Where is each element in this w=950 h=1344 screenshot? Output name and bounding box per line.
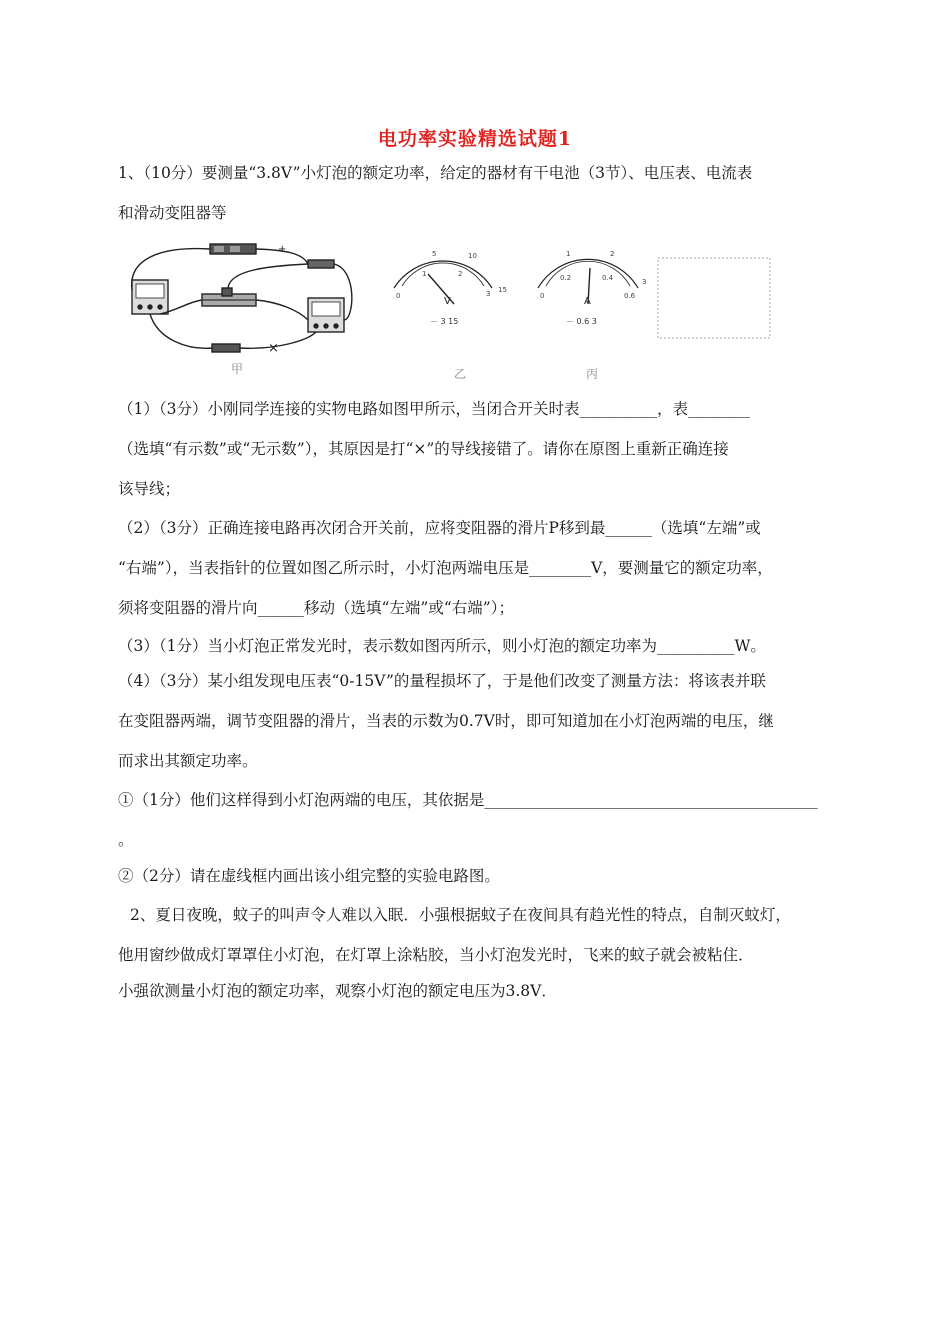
q1-part2-line-2: “右端”），当表指针的位置如图乙所示时，小灯泡两端电压是________V，要测量它的额定功率， [118,559,773,577]
ammeter-terminals: － 0.6 3 [566,317,597,326]
q1-part3-line-1: （3）（1分）当小灯泡正常发光时，表示数如图丙所示，则小灯泡的额定功率为__________W。 [118,637,766,655]
svg-text:×: × [268,341,279,356]
ammeter-dial-bing [538,250,646,381]
ammeter-lower-02: 0.2 [560,274,572,282]
q2-line-3: 小强欲测量小灯泡的额定功率，观察小灯泡的额定电压为3.8V． [118,982,557,1000]
page-title: 电功率实验精选试题1 [377,128,573,150]
voltmeter-lower-0: 0 [396,292,401,300]
voltmeter-lower-1: 1 [422,270,427,278]
q1-part4-line-1: （4）（3分）某小组发现电压表“0-15V”的量程损坏了，于是他们改变了测量方法：将该表并联 [118,672,766,690]
q1-part4-line-3: 而求出其额定功率。 [118,752,258,770]
voltmeter-dial-yi [394,250,507,381]
label-yi: 乙 [454,367,467,381]
q2-line-2: 他用窗纱做成灯罩罩住小灯泡，在灯罩上涂粘胶，当小灯泡发光时，飞来的蚊子就会被粘住． [118,946,754,964]
q1-intro-line-1: 1、（10分）要测量“3.8V”小灯泡的额定功率，给定的器材有干电池（3节）、电压表、电流表 [118,164,753,182]
voltmeter-lower-3: 3 [486,290,491,298]
q1-part1-line-3: 该导线； [118,480,181,498]
q1-intro-line-2: 和滑动变阻器等 [118,204,227,222]
ammeter-upper-1: 1 [566,250,571,258]
circuit-diagram-jia [132,244,352,376]
voltmeter-upper-5: 5 [432,250,437,258]
q1-part1-line-1: （1）（3分）小刚同学连接的实物电路如图甲所示，当闭合开关时表__________，表________ [118,400,750,418]
q1-sub1-line-2: 。 [118,831,134,849]
q1-part4-line-2: 在变阻器两端，调节变阻器的滑片，当表的示数为0.7V时，即可知道加在小灯泡两端的电压，继 [118,712,774,730]
voltmeter-lower-15: 15 [498,286,507,294]
q1-part2-line-3: 须将变阻器的滑片向______移动（选填“左端”或“右端”）； [118,599,514,617]
voltmeter-upper-10: 10 [468,252,477,260]
q1-sub2-line-1: ②（2分）请在虚线框内画出该小组完整的实验电路图。 [118,867,500,885]
ammeter-letter: A [584,296,591,307]
q1-sub1-line-1: ①（1分）他们这样得到小灯泡两端的电压，其依据是___________________________________________ [118,791,818,809]
label-jia: 甲 [231,362,244,376]
ammeter-lower-04: 0.4 [602,274,614,282]
label-bing: 丙 [586,367,599,381]
q1-part2-line-1: （2）（3分）正确连接电路再次闭合开关前，应将变阻器的滑片P移到最______（选填“左端”或 [118,519,761,537]
ammeter-upper-2: 2 [610,250,615,258]
voltmeter-lower-2: 2 [458,270,463,278]
ammeter-lower-06: 0.6 [624,292,636,300]
experiment-figure [118,240,778,388]
q2-line-1: 2、夏日夜晚，蚊子的叫声令人难以入眠．小强根据蚊子在夜间具有趋光性的特点，自制灭蚊灯， [130,906,791,924]
voltmeter-letter: V [444,296,451,307]
voltmeter-terminals: － 3 15 [430,317,459,326]
q1-part1-line-2: （选填“有示数”或“无示数”），其原因是打“×”的导线接错了。请你在原图上重新正确连接 [118,440,729,458]
svg-text:+: + [278,244,287,255]
ammeter-lower-0: 0 [540,292,545,300]
circuit-drawing-box [658,258,770,338]
ammeter-lower-3: 3 [642,278,647,286]
